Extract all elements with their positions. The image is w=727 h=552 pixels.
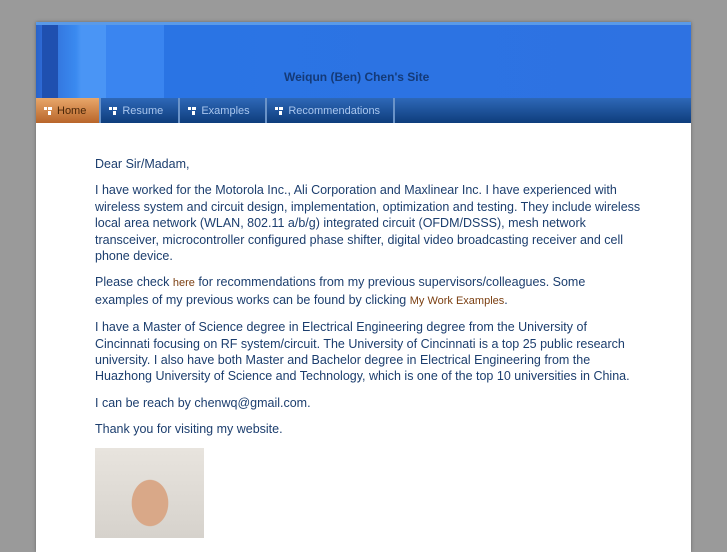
text: Please check <box>95 275 173 290</box>
tab-label: Examples <box>201 104 250 117</box>
paragraph-experience: I have worked for the Motorola Inc., Ali Corporation and Maxlinear Inc. I have experienced with wireless system and circuit design, implementation, optimization and testing. They include wireless local area network (WLAN, 802.11 a/b/g) integrated circuit (OFDM/DSSS), mesh network transceiver, microcontroller configured phase shifter, digital video broadcasting receiver and cell phone device. <box>95 183 641 264</box>
text: . <box>504 292 508 307</box>
bullet-icon <box>109 107 117 115</box>
paragraph-education: I have a Master of Science degree in Electrical Engineering degree from the University of Cincinnati focusing on RF system/circuit. The University of Cincinnati is a top 25 public research university. I also have both Master and Bachelor degree in Electrical Engineering from the Huazhong University of Science and Technology, which is one of the top 10 universities in China. <box>95 320 630 384</box>
greeting: Dear Sir/Madam, <box>95 157 190 171</box>
nav-bar <box>36 98 691 123</box>
bullet-icon <box>275 107 283 115</box>
tab-examples[interactable] <box>180 98 267 123</box>
work-examples-link[interactable]: My Work Examples <box>409 294 505 307</box>
tab-resume[interactable] <box>101 98 180 123</box>
paragraph-contact: I can be reach by chenwq@gmail.com. <box>95 395 311 410</box>
bullet-icon <box>188 107 196 115</box>
page <box>36 22 691 552</box>
tab-home[interactable] <box>36 98 101 123</box>
main-content <box>36 123 691 538</box>
bullet-icon <box>44 107 52 115</box>
paragraph-links <box>95 274 641 309</box>
text: for recommendations from my previous supervisors/colleagues. Some examples of my previous works can be found by clicking <box>95 275 586 307</box>
profile-photo <box>95 448 204 538</box>
site-title: Weiqun (Ben) Chen's Site <box>284 70 430 84</box>
tab-label: Resume <box>122 104 164 117</box>
header-banner <box>36 22 691 98</box>
paragraph-thanks: Thank you for visiting my website. <box>95 422 283 437</box>
tab-label: Home <box>57 104 87 117</box>
tab-recommendations[interactable] <box>267 98 395 123</box>
tab-label: Recommendations <box>288 104 381 117</box>
recommendations-link[interactable]: here <box>172 277 195 290</box>
